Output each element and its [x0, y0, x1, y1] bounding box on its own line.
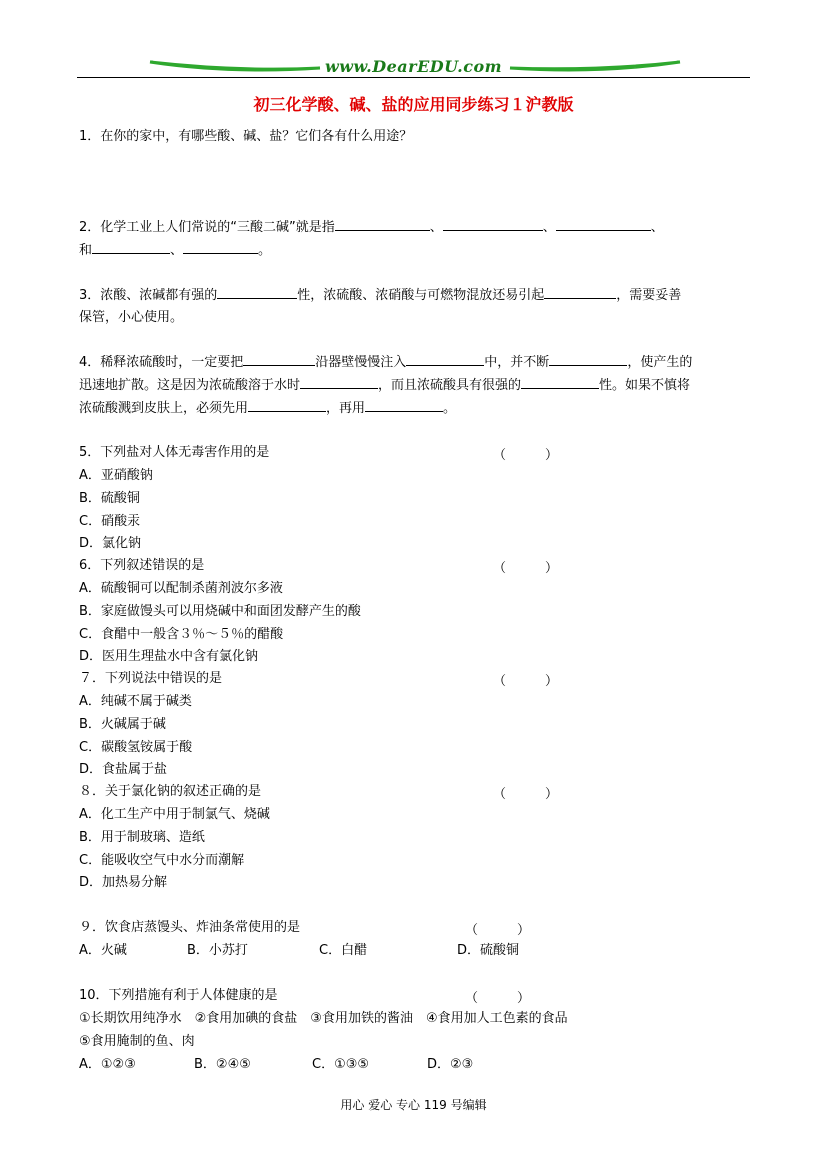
- option: D．②③: [427, 1057, 474, 1072]
- answer-paren[interactable]: （ ）: [465, 923, 531, 938]
- question-7-stem: ７．下列说法中错误的是: [79, 671, 223, 686]
- answer-paren[interactable]: （ ）: [493, 448, 559, 463]
- q4-text: ，使产生的: [627, 355, 693, 370]
- q3-text: ，需要妥善: [616, 288, 682, 303]
- option: C．碳酸氢铵属于酸: [79, 740, 193, 755]
- site-logo-text[interactable]: www.DearEDU.com: [324, 57, 503, 76]
- q4-text: 浓硫酸溅到皮肤上，必须先用: [79, 401, 249, 416]
- question-10-stem: 10．下列措施有利于人体健康的是: [79, 988, 278, 1003]
- option: B．火碱属于碱: [79, 717, 166, 732]
- option: C．①③⑤: [312, 1057, 370, 1072]
- answer-blank[interactable]: [521, 376, 599, 389]
- q3-text: 性，浓硫酸、浓硝酸与可燃物混放还易引起: [297, 288, 545, 303]
- option: B．小苏打: [187, 943, 248, 958]
- page-footer: 用心 爱心 专心 119 号编辑: [340, 1098, 487, 1112]
- q3-text: 3．浓酸、浓碱都有强的: [79, 288, 218, 303]
- q4-text: 迅速地扩散。这是因为浓硫酸溶于水时: [79, 378, 301, 393]
- separator: 、: [170, 243, 184, 258]
- q10-items: ①长期饮用纯净水 ②食用加碘的食盐 ③食用加铁的酱油 ④食用加人工色素的食品: [79, 1011, 568, 1026]
- question-8-stem: ８．关于氯化钠的叙述正确的是: [79, 784, 262, 799]
- option: C．能吸收空气中水分而潮解: [79, 853, 245, 868]
- option: B．用于制玻璃、造纸: [79, 830, 205, 845]
- option: D．硫酸铜: [457, 943, 520, 958]
- answer-blank[interactable]: [544, 286, 616, 299]
- answer-paren[interactable]: （ ）: [493, 674, 559, 689]
- q4-text: 中，并不断: [484, 355, 550, 370]
- option: B．硫酸铜: [79, 491, 140, 506]
- answer-blank[interactable]: [92, 241, 170, 254]
- option: A．①②③: [79, 1057, 136, 1072]
- question-4-line-1: [79, 353, 692, 372]
- q4-text: ，再用: [326, 401, 366, 416]
- option: A．硫酸铜可以配制杀菌剂波尔多液: [79, 581, 283, 596]
- option: D．加热易分解: [79, 875, 168, 890]
- option: D．氯化钠: [79, 536, 142, 551]
- q4-text: 性。如果不慎将: [599, 378, 691, 393]
- answer-blank[interactable]: [217, 286, 297, 299]
- option: C．硝酸汞: [79, 514, 141, 529]
- separator: 、: [429, 220, 443, 235]
- answer-paren[interactable]: （ ）: [493, 787, 559, 802]
- question-6-stem: 6．下列叙述错误的是: [79, 558, 205, 573]
- options-row: [79, 942, 519, 960]
- q2-text: 和: [79, 243, 93, 258]
- site-header: [0, 0, 827, 80]
- answer-blank[interactable]: [183, 241, 258, 254]
- question-3-line-1: [79, 286, 681, 305]
- answer-blank[interactable]: [248, 399, 326, 412]
- q4-text: 。: [443, 401, 457, 416]
- option: D．医用生理盐水中含有氯化钠: [79, 649, 259, 664]
- option: A．化工生产中用于制氯气、烧碱: [79, 807, 270, 822]
- separator: 、: [542, 220, 556, 235]
- q4-text: 4．稀释浓硫酸时，一定要把: [79, 355, 244, 370]
- answer-blank[interactable]: [365, 399, 443, 412]
- answer-paren[interactable]: （ ）: [465, 991, 531, 1006]
- question-1: 1．在你的家中，有哪些酸、碱、盐？它们各有什么用途？: [79, 129, 413, 144]
- answer-blank[interactable]: [335, 218, 430, 231]
- question-2-line-1: [79, 218, 664, 237]
- option: A．火碱: [79, 943, 127, 958]
- option: A．亚硝酸钠: [79, 468, 153, 483]
- separator: 、: [650, 220, 664, 235]
- option: A．纯碱不属于碱类: [79, 694, 192, 709]
- header-divider: [77, 77, 750, 78]
- option: C．白醋: [319, 943, 368, 958]
- answer-blank[interactable]: [549, 353, 627, 366]
- option: B．②④⑤: [194, 1057, 251, 1072]
- q4-text: 沿器壁慢慢注入: [315, 355, 407, 370]
- q10-items: ⑤食用腌制的鱼、肉: [79, 1034, 195, 1049]
- question-3-line-2: 保管，小心使用。: [79, 310, 184, 325]
- question-4-line-2: [79, 376, 690, 395]
- answer-paren[interactable]: （ ）: [493, 561, 559, 576]
- page-title: 初三化学酸、碱、盐的应用同步练习１沪教版: [253, 95, 574, 114]
- separator: 。: [258, 243, 272, 258]
- answer-blank[interactable]: [243, 353, 315, 366]
- question-9-stem: ９．饮食店蒸馒头、炸油条常使用的是: [79, 920, 301, 935]
- question-5-stem: 5．下列盐对人体无毒害作用的是: [79, 445, 270, 460]
- question-2-line-2: [79, 241, 271, 260]
- q4-text: ，而且浓硫酸具有很强的: [378, 378, 522, 393]
- q2-text: 2．化学工业上人们常说的“三酸二碱”就是指: [79, 220, 335, 235]
- answer-blank[interactable]: [443, 218, 543, 231]
- answer-blank[interactable]: [300, 376, 378, 389]
- answer-blank[interactable]: [556, 218, 651, 231]
- option: C．食醋中一般含３％～５％的醋酸: [79, 627, 284, 642]
- answer-blank[interactable]: [406, 353, 484, 366]
- options-row: [79, 1056, 473, 1074]
- question-4-line-3: [79, 399, 456, 418]
- option: D．食盐属于盐: [79, 762, 168, 777]
- option: B．家庭做馒头可以用烧碱中和面团发酵产生的酸: [79, 604, 361, 619]
